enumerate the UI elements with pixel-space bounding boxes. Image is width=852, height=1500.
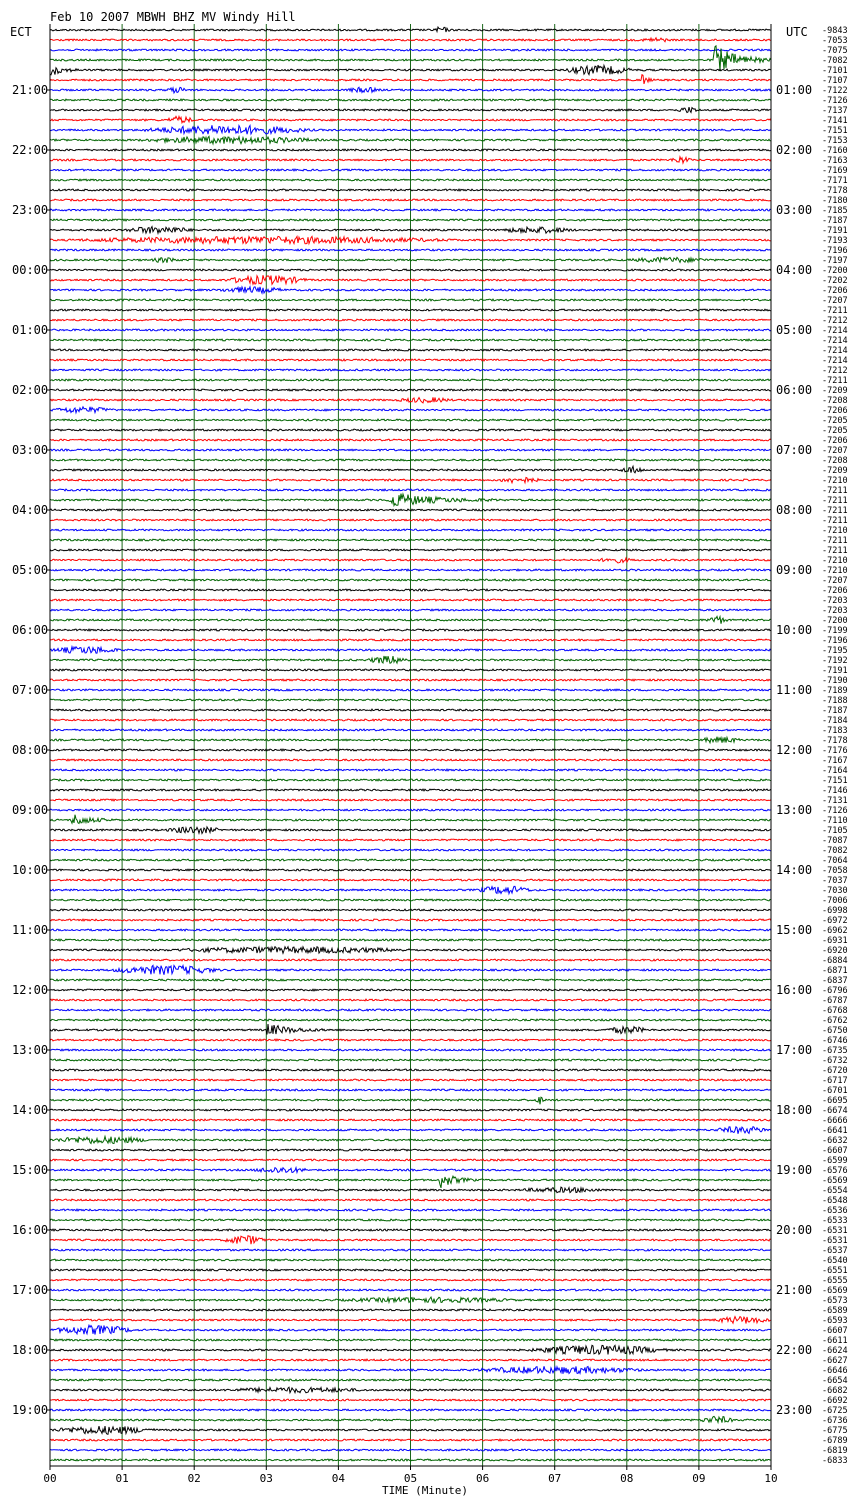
left-hour-label: 02:00: [12, 383, 49, 397]
x-tick-label: 05: [403, 1472, 418, 1485]
trace-count-label: -6674: [822, 1106, 848, 1116]
trace-count-label: -6920: [822, 946, 848, 956]
trace-count-label: -6789: [822, 1436, 848, 1446]
left-hour-label: 05:00: [12, 563, 49, 577]
trace-count-label: -7196: [822, 636, 848, 646]
trace-count-label: -7082: [822, 56, 848, 66]
x-tick-label: 03: [259, 1472, 273, 1485]
trace-count-label: -7058: [822, 866, 848, 876]
trace-count-label: -7203: [822, 596, 848, 606]
right-hour-label: 15:00: [776, 923, 813, 937]
trace-count-label: -7101: [822, 66, 848, 76]
trace-line: [50, 1359, 771, 1361]
trace-count-label: -9843: [822, 26, 848, 36]
trace-count-label: -6884: [822, 956, 848, 966]
trace-count-label: -6871: [822, 966, 848, 976]
trace-count-label: -7075: [822, 46, 848, 56]
trace-count-label: -6607: [822, 1146, 848, 1156]
left-hour-label: 22:00: [12, 143, 49, 157]
right-hour-label: 21:00: [776, 1283, 813, 1297]
trace-count-label: -6725: [822, 1406, 848, 1416]
trace-count-label: -6962: [822, 926, 848, 936]
trace-count-label: -7211: [822, 516, 848, 526]
trace-count-label: -7211: [822, 506, 848, 516]
trace-count-label: -7167: [822, 756, 848, 766]
left-hour-label: 04:00: [12, 503, 49, 517]
right-hour-label: 01:00: [776, 83, 813, 97]
trace-count-label: -6599: [822, 1156, 848, 1166]
trace-count-label: -7212: [822, 366, 848, 376]
trace-count-label: -7211: [822, 376, 848, 386]
trace-count-label: -6762: [822, 1016, 848, 1026]
trace-count-label: -6632: [822, 1136, 848, 1146]
trace-count-label: -6701: [822, 1086, 848, 1096]
trace-line: [50, 599, 771, 601]
right-hour-label: 09:00: [776, 563, 813, 577]
trace-count-label: -7030: [822, 886, 848, 896]
trace-count-label: -6555: [822, 1276, 848, 1286]
trace-count-label: -7214: [822, 356, 848, 366]
trace-count-label: -7197: [822, 256, 848, 266]
trace-count-label: -7126: [822, 806, 848, 816]
x-tick-label: 09: [692, 1472, 706, 1485]
right-hour-labels: [776, 83, 812, 1417]
trace-count-label: -7208: [822, 456, 848, 466]
trace-count-label: -7105: [822, 826, 848, 836]
trace-count-label: -7178: [822, 186, 848, 196]
trace-count-label: -7207: [822, 296, 848, 306]
right-hour-label: 17:00: [776, 1043, 813, 1057]
trace-count-label: -6998: [822, 906, 848, 916]
trace-count-label: -7141: [822, 116, 848, 126]
trace-count-label: -6531: [822, 1226, 848, 1236]
trace-count-label: -6717: [822, 1076, 848, 1086]
trace-count-label: -7211: [822, 496, 848, 506]
trace-count-label: -6654: [822, 1376, 848, 1386]
trace-count-label: -6627: [822, 1356, 848, 1366]
trace-count-label: -7200: [822, 266, 848, 276]
trace-count-label: -7196: [822, 246, 848, 256]
chart-title: Feb 10 2007 MBWH BHZ MV Windy Hill: [50, 10, 296, 24]
trace-count-label: -6624: [822, 1346, 848, 1356]
trace-line: [50, 539, 771, 541]
right-hour-label: 23:00: [776, 1403, 813, 1417]
trace-count-label: -7184: [822, 716, 848, 726]
trace-count-label: -7205: [822, 426, 848, 436]
trace-count-label: -6573: [822, 1296, 848, 1306]
trace-count-label: -7207: [822, 576, 848, 586]
trace-count-label: -7210: [822, 476, 848, 486]
trace-count-label: -7193: [822, 236, 848, 246]
trace-count-label: -6787: [822, 996, 848, 1006]
trace-count-label: -7209: [822, 386, 848, 396]
right-hour-label: 14:00: [776, 863, 813, 877]
trace-count-label: -7169: [822, 166, 848, 176]
trace-line: [50, 769, 771, 771]
trace-count-label: -6533: [822, 1216, 848, 1226]
left-hour-label: 09:00: [12, 803, 49, 817]
trace-count-label: -7202: [822, 276, 848, 286]
right-hour-label: 18:00: [776, 1103, 813, 1117]
left-hour-label: 16:00: [12, 1223, 49, 1237]
left-hour-label: 11:00: [12, 923, 49, 937]
trace-count-label: -6746: [822, 1036, 848, 1046]
trace-count-label: -7187: [822, 706, 848, 716]
trace-count-label: -7163: [822, 156, 848, 166]
x-tick-label: 04: [331, 1472, 346, 1485]
right-hour-label: 11:00: [776, 683, 813, 697]
trace-line: [50, 989, 771, 991]
trace-count-label: -6775: [822, 1426, 848, 1436]
trace-line: [50, 1079, 771, 1081]
trace-count-label: -7188: [822, 696, 848, 706]
x-tick-label: 08: [620, 1472, 634, 1485]
left-hour-label: 07:00: [12, 683, 49, 697]
trace-count-label: -7164: [822, 766, 848, 776]
trace-line: [50, 459, 771, 461]
left-timezone-label: ECT: [10, 25, 32, 39]
right-hour-label: 16:00: [776, 983, 813, 997]
trace-line: [50, 959, 771, 961]
trace-count-label: -6695: [822, 1096, 848, 1106]
trace-count-label: -7195: [822, 646, 848, 656]
trace-count-label: -6641: [822, 1126, 848, 1136]
trace-count-label: -7214: [822, 346, 848, 356]
trace-count-label: -7160: [822, 146, 848, 156]
left-hour-label: 18:00: [12, 1343, 49, 1357]
x-tick-label: 07: [548, 1472, 562, 1485]
trace-count-label: -7208: [822, 396, 848, 406]
left-hour-label: 00:00: [12, 263, 49, 277]
trace-count-label: -7210: [822, 526, 848, 536]
trace-count-label: -7206: [822, 436, 848, 446]
left-hour-label: 12:00: [12, 983, 49, 997]
trace-count-label: -7180: [822, 196, 848, 206]
trace-count-label: -7206: [822, 586, 848, 596]
trace-count-label: -7207: [822, 446, 848, 456]
trace-count-label: -7192: [822, 656, 848, 666]
x-tick-label: 06: [475, 1472, 490, 1485]
trace-count-label: -6576: [822, 1166, 848, 1176]
trace-count-label: -6732: [822, 1056, 848, 1066]
trace-count-label: -6736: [822, 1416, 848, 1426]
trace-count-label: -6551: [822, 1266, 848, 1276]
trace-count-label: -6720: [822, 1066, 848, 1076]
trace-count-label: -6540: [822, 1256, 848, 1266]
trace-count-label: -7206: [822, 286, 848, 296]
trace-count-label: -7191: [822, 666, 848, 676]
right-hour-label: 02:00: [776, 143, 813, 157]
trace-count-label: -7110: [822, 816, 848, 826]
trace-count-label: -6682: [822, 1386, 848, 1396]
right-hour-label: 08:00: [776, 503, 813, 517]
trace-count-label: -7151: [822, 776, 848, 786]
trace-count-label: -6768: [822, 1006, 848, 1016]
trace-count-label: -7209: [822, 466, 848, 476]
trace-count-label: -6589: [822, 1306, 848, 1316]
trace-count-label: -6607: [822, 1326, 848, 1336]
left-hour-labels: [12, 83, 50, 1417]
right-hour-label: 07:00: [776, 443, 813, 457]
trace-count-label: -6931: [822, 936, 848, 946]
trace-count-label: -6611: [822, 1336, 848, 1346]
trace-count-label: -6531: [822, 1236, 848, 1246]
left-hour-label: 19:00: [12, 1403, 49, 1417]
trace-count-label: -7191: [822, 226, 848, 236]
right-hour-label: 13:00: [776, 803, 813, 817]
trace-count-label: -6548: [822, 1196, 848, 1206]
trace-count-label: -6972: [822, 916, 848, 926]
trace-count-label: -7200: [822, 616, 848, 626]
trace-count-label: -7210: [822, 556, 848, 566]
trace-count-label: -6593: [822, 1316, 848, 1326]
trace-count-label: -6536: [822, 1206, 848, 1216]
left-hour-label: 21:00: [12, 83, 49, 97]
trace-line: [50, 549, 771, 551]
trace-count-label: -6569: [822, 1176, 848, 1186]
trace-count-label: -6750: [822, 1026, 848, 1036]
trace-count-label: -7214: [822, 336, 848, 346]
trace-count-label: -6554: [822, 1186, 848, 1196]
right-hour-label: 04:00: [776, 263, 813, 277]
trace-count-label: -7211: [822, 306, 848, 316]
x-tick-label: 02: [187, 1472, 201, 1485]
trace-count-label: -7206: [822, 406, 848, 416]
trace-count-label: -6833: [822, 1456, 848, 1466]
right-timezone-label: UTC: [786, 25, 808, 39]
left-hour-label: 23:00: [12, 203, 49, 217]
right-hour-label: 19:00: [776, 1163, 813, 1177]
x-tick-label: 10: [764, 1472, 778, 1485]
trace-count-label: -6819: [822, 1446, 848, 1456]
right-hour-label: 10:00: [776, 623, 813, 637]
trace-count-label: -6537: [822, 1246, 848, 1256]
trace-count-label: -7137: [822, 106, 848, 116]
trace-count-label: -6735: [822, 1046, 848, 1056]
trace-count-label: -7212: [822, 316, 848, 326]
left-hour-label: 14:00: [12, 1103, 49, 1117]
x-tick-label: 01: [115, 1472, 129, 1485]
left-hour-label: 15:00: [12, 1163, 49, 1177]
left-hour-label: 08:00: [12, 743, 49, 757]
x-tick-label: 00: [43, 1472, 57, 1485]
trace-count-label: -7178: [822, 736, 848, 746]
trace-line: [50, 1279, 771, 1281]
trace-count-label: -7146: [822, 786, 848, 796]
trace-count-label: -7199: [822, 626, 848, 636]
trace-count-label: -7211: [822, 546, 848, 556]
trace-count-label: -7176: [822, 746, 848, 756]
trace-count-label: -7185: [822, 206, 848, 216]
trace-count-label: -7171: [822, 176, 848, 186]
trace-count-label: -7210: [822, 566, 848, 576]
trace-count-label: -7064: [822, 856, 848, 866]
left-hour-label: 03:00: [12, 443, 49, 457]
left-hour-label: 17:00: [12, 1283, 49, 1297]
trace-count-labels: [822, 26, 848, 1466]
trace-count-label: -7183: [822, 726, 848, 736]
trace-count-label: -7037: [822, 876, 848, 886]
right-hour-label: 06:00: [776, 383, 813, 397]
trace-count-label: -7211: [822, 486, 848, 496]
trace-count-label: -7189: [822, 686, 848, 696]
right-hour-label: 22:00: [776, 1343, 813, 1357]
right-hour-label: 05:00: [776, 323, 813, 337]
right-hour-label: 12:00: [776, 743, 813, 757]
trace-count-label: -6666: [822, 1116, 848, 1126]
left-hour-label: 13:00: [12, 1043, 49, 1057]
trace-count-label: -6569: [822, 1286, 848, 1296]
trace-count-label: -7122: [822, 86, 848, 96]
trace-line: [50, 1289, 771, 1291]
trace-count-label: -6837: [822, 976, 848, 986]
trace-count-label: -7205: [822, 416, 848, 426]
trace-count-label: -7082: [822, 846, 848, 856]
trace-count-label: -7153: [822, 136, 848, 146]
left-hour-label: 06:00: [12, 623, 49, 637]
trace-count-label: -6796: [822, 986, 848, 996]
right-hour-label: 20:00: [776, 1223, 813, 1237]
x-axis-ticks: [43, 1466, 777, 1485]
trace-count-label: -7087: [822, 836, 848, 846]
trace-count-label: -7187: [822, 216, 848, 226]
trace-count-label: -7203: [822, 606, 848, 616]
right-hour-label: 03:00: [776, 203, 813, 217]
trace-count-label: -7151: [822, 126, 848, 136]
left-hour-label: 01:00: [12, 323, 49, 337]
trace-count-label: -7006: [822, 896, 848, 906]
left-hour-label: 10:00: [12, 863, 49, 877]
trace-count-label: -7126: [822, 96, 848, 106]
trace-count-label: -7211: [822, 536, 848, 546]
trace-count-label: -7107: [822, 76, 848, 86]
trace-count-label: -7131: [822, 796, 848, 806]
trace-count-label: -7190: [822, 676, 848, 686]
x-axis-label: TIME (Minute): [381, 1484, 469, 1497]
trace-count-label: -7214: [822, 326, 848, 336]
trace-count-label: -6692: [822, 1396, 848, 1406]
trace-count-label: -7053: [822, 36, 848, 46]
trace-count-label: -6646: [822, 1366, 848, 1376]
